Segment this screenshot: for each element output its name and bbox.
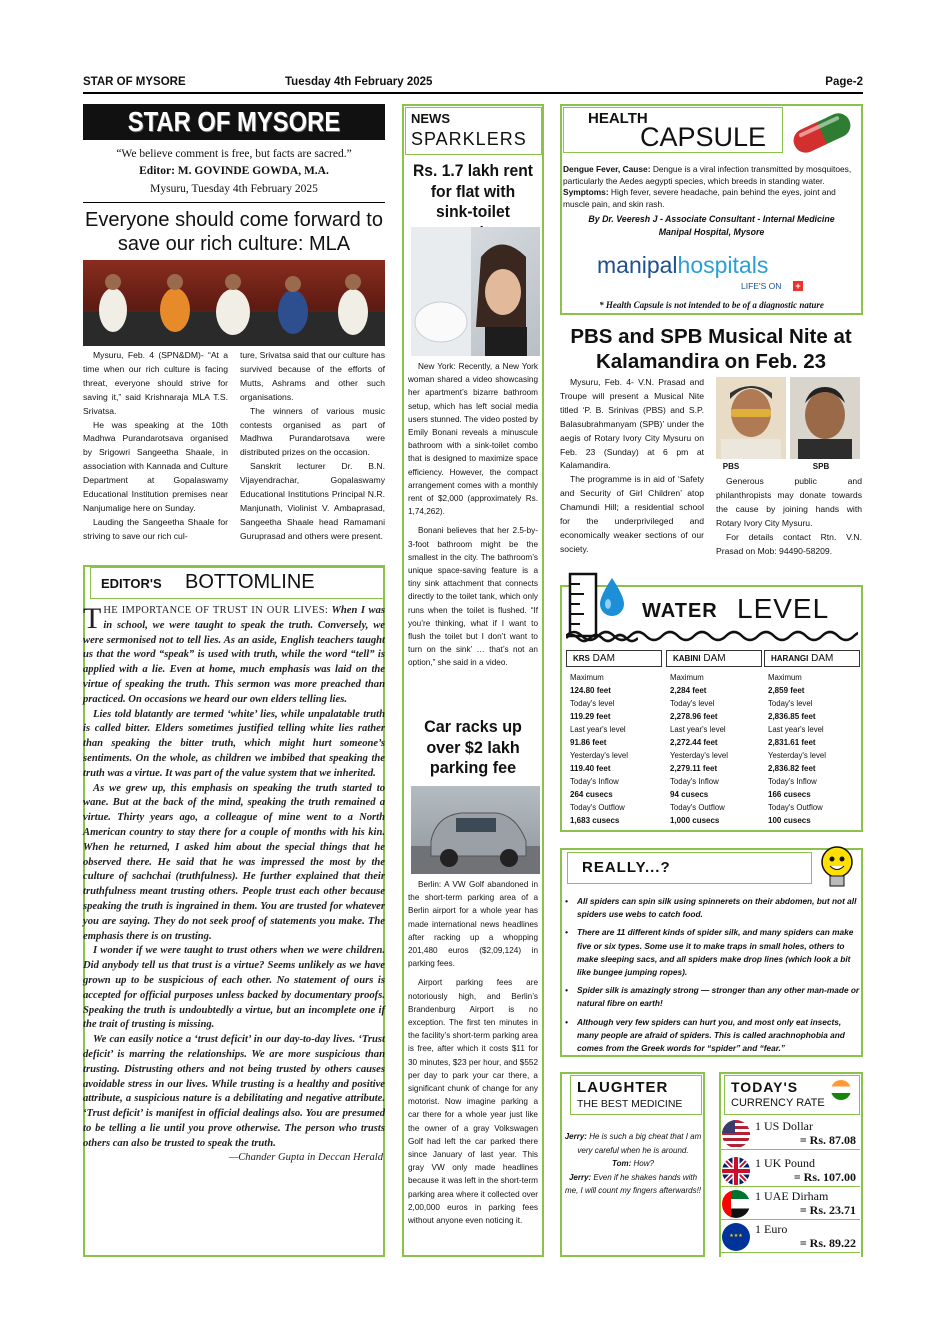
really-item: • All spiders can spin silk using spinnerets on their abdomen, but not all spiders use webs to catch food. bbox=[563, 895, 860, 921]
us-flag-icon bbox=[722, 1120, 750, 1148]
news-story-1 bbox=[408, 360, 538, 670]
news-paragraph: New York: Recently, a New York woman shared a video showcasing her apartment’s bizarre bathroom setup, which has left social media users stunned. The video posted by Emily Bonani reveals a minuscule bathroom with a sink-toilet combo that is designed to maximize space efficiency. However, the compact arrangement comes with a monthly rent of $2,000 (approximately Rs. 1,74,262). bbox=[408, 362, 538, 517]
currency-label bbox=[724, 1075, 860, 1115]
manipal-plus-icon: + bbox=[793, 281, 803, 291]
health-text bbox=[563, 164, 860, 210]
joke-speaker: Jerry: bbox=[564, 1132, 587, 1141]
water-label-bold: WATER bbox=[642, 600, 718, 622]
editorial-paragraph: Lies told blatantly are termed ‘white’ lies, while unpalatable truth is called bitter. Elders sometimes justified telling white lies rather than speaking the bitter truth, which might hurt someone’s sentiments. On the whole, as children we imbibed that speaking the truth was a virtue. It was part of the value system that we inherited. bbox=[83, 708, 385, 779]
pbs-photo bbox=[716, 377, 786, 459]
musical-paragraph: The programme is in aid of ‘Safety and Security of Girl Children’ atop Chamundi Hill; a residential school for the underprivileged and economically weaker sections of our society. bbox=[560, 474, 704, 554]
news-photo-2 bbox=[411, 786, 540, 874]
joke-line: How? bbox=[631, 1159, 654, 1168]
news-headline-2: Car racks up over $2 lakh parking fee bbox=[424, 717, 522, 777]
rate-name: 1 Euro bbox=[755, 1222, 788, 1236]
pbs-caption: PBS bbox=[722, 462, 740, 471]
editorial-label-light: BOTTOMLINE bbox=[185, 571, 315, 593]
manipal-logo-part1: manipal bbox=[597, 252, 678, 278]
health-disclaimer: * Health Capsule is not intended to be of a diagnostic nature bbox=[599, 300, 824, 310]
lead-paragraph: ture, Srivatsa said that our culture has survived because of the efforts of Mutts, Ashrams and other such organisations. bbox=[240, 350, 385, 402]
lead-photo bbox=[83, 260, 385, 346]
rate-row-aed bbox=[720, 1188, 860, 1220]
dam-krs bbox=[566, 650, 662, 827]
joke-line: He is such a big cheat that I am very careful when he is around. bbox=[577, 1132, 702, 1155]
masthead-dateline: Mysuru, Tuesday 4th February 2025 bbox=[150, 183, 318, 195]
dam-header: HARANGI DAM bbox=[764, 650, 860, 667]
editorial-paragraph: When I was in school, we were taught to speak the truth. Conversely, we were sermonised not to tell lies. As an aside, English teachers taught us that the word “speak” is used with truth, while the word “tell” is applied with a lie. Even at home, much emphasis was laid on the virtue of speaking the truth. This sermon was more preached than practiced. On occasions we heard our own elders telling lies. bbox=[83, 605, 386, 705]
lightbulb-icon bbox=[814, 842, 860, 892]
editorial-label-bold: EDITOR'S bbox=[101, 576, 162, 591]
dam-kabini bbox=[666, 650, 762, 827]
musical-paragraph: Mysuru, Feb. 4- V.N. Prasad and Troupe will present a Musical Nite titled ‘P. B. Srinivas (PBS) and S.P. Balasubrahmanyam (SPB)’ under the aegis of Rotary Ivory City Mysuru on Feb. 23 (Sunday) at 6 pm at Kalamandira. bbox=[560, 377, 704, 471]
water-label-light: LEVEL bbox=[737, 593, 830, 624]
health-label-light: CAPSULE bbox=[640, 122, 767, 152]
capsule-pill-icon bbox=[782, 107, 862, 159]
header-rule bbox=[83, 92, 863, 94]
lead-column-1 bbox=[83, 349, 228, 544]
manipal-logo-part2: hospitals bbox=[677, 252, 769, 278]
rate-name: 1 UK Pound bbox=[755, 1156, 816, 1170]
editorial-body bbox=[83, 604, 385, 1166]
lead-paragraph: The winners of various music contests organised as part of Madhwa Purandarotsava were distributed prizes on the occasion. bbox=[240, 405, 385, 458]
rate-name: 1 US Dollar bbox=[755, 1119, 813, 1133]
news-paragraph: Airport parking fees are notoriously high, and Berlin’s Brandenburg Airport is no exception. The first ten minutes in the facility’s short-term parking area is free, after which it costs $11 for 30 minutes, $23 per hour, and $552 per day to park your car there, a significant chunk of change for any motorist. Now imagine parking a car there for a whole year just like the owner of a gray Volkswagen Golf had left the car parked there since January of last year. This gray VW only made headlines because it was left in the short-term parking area where it collected over 2,00,000 euros in parking fees without anyone even noticing it. bbox=[408, 978, 538, 1226]
really-list bbox=[563, 895, 860, 1060]
dam-rows: Maximum 2,284 feet Today's level 2,278.96 feet Last year's level 2,272.44 feet Yesterday's level 2,279.11 feet Today's Inflow 94 cusecs Today's Outflow 1,000 cusecs bbox=[670, 673, 728, 825]
health-label bbox=[563, 107, 783, 153]
laughter-joke bbox=[563, 1130, 703, 1198]
really-label-text: REALLY...? bbox=[582, 859, 671, 876]
news-headline-1: Rs. 1.7 lakh rent for flat with sink-toilet bbox=[413, 161, 533, 221]
masthead-logo bbox=[83, 104, 385, 140]
rate-row-usd bbox=[720, 1118, 860, 1150]
dam-rows: Maximum 124.80 feet Today's level 119.29 feet Last year's level 91.86 feet Yesterday's level 119.40 feet Today's Inflow 264 cusecs Today's Outflow 1,683 cusecs bbox=[570, 673, 628, 825]
rate-value: = Rs. 87.08 bbox=[799, 1133, 856, 1147]
really-item: • Spider silk is amazingly strong — stronger than any other man-made or natural fibre on earth! bbox=[563, 984, 860, 1010]
editorial-lead-caps: HE IMPORTANCE OF TRUST IN OUR LIVES: bbox=[103, 605, 329, 616]
health-cause-text: Dengue is a viral infection transmitted by mosquitoes, particularly the Aedes aegypti species, which breeds in standing water. bbox=[563, 164, 852, 186]
news-paragraph: Berlin: A VW Golf abandoned in the short-term parking area of a Berlin airport for a whole year has made international news headlines after racking up a whopping 201,480 euros ($2,09,124) in parking fees. bbox=[408, 880, 538, 969]
health-symptoms-label: Symptoms: bbox=[563, 187, 609, 197]
dam-header: KRS DAM bbox=[566, 650, 662, 667]
lead-paragraph: He was speaking at the 10th Madhwa Purandarotsava organised by Srigowri Sangeetha Shaale, in association with Kannada and Culture Department at Gopalaswamy Educational Institution premises near Nanjumalige here on Sunday. bbox=[83, 419, 228, 513]
uk-flag-icon bbox=[722, 1157, 750, 1185]
really-item: • There are 11 different kinds of spider silk, and many spiders can make five or six types. Some use it to make traps in small holes, others to make sleeping sacs, and all spiders make drop lines (which look a bit like bungee jumping ropes). bbox=[563, 926, 860, 979]
eu-flag-icon: ★★★ bbox=[722, 1223, 750, 1251]
musical-paragraph: For details contact Rtn. V.N. Prasad on Mob: 94490-58209. bbox=[716, 531, 862, 556]
manipal-logo-tagline: LIFE'S ON bbox=[741, 281, 782, 291]
health-byline-2: Manipal Hospital, Mysore bbox=[658, 227, 765, 237]
lead-column-2 bbox=[240, 349, 385, 544]
news-label-bold: NEWS bbox=[411, 111, 450, 126]
really-label bbox=[567, 852, 812, 884]
editorial-paragraph: As we grew up, this emphasis on speaking the truth started to wane. But at the back of the mind, speaking the truth remained a virtue. Thirty years ago, a colleague of mine went to a North American country to stay there for a couple of months with his kin. When he returned, I asked him about the special things that he observed there. He said that he was impressed the most by the culture of sachchai (truthfulness). He further explained that their truthfulness meant trusting others. People trust each other because speaking the truth is ingrained in them. You are trusted for whatever you are saying. They do not seek proof of statements you make. The emphasis there is on trusting. bbox=[83, 782, 385, 942]
news-story-2 bbox=[408, 878, 538, 1227]
news-photo-1 bbox=[411, 227, 540, 356]
lead-headline: Everyone should come forward to save our rich culture: MLA bbox=[85, 209, 383, 255]
header-paper-name: STAR OF MYSORE bbox=[83, 76, 186, 88]
dam-rows: Maximum 2,859 feet Today's level 2,836.85 feet Last year's level 2,831.61 feet Yesterday's level 2,836.82 feet Today's Inflow 166 cusecs Today's Outflow 100 cusecs bbox=[768, 673, 826, 825]
health-cause-label: Dengue Fever, Cause: bbox=[563, 164, 651, 174]
water-wave-icon bbox=[566, 628, 858, 642]
health-symptoms-text: High fever, severe headache, pain behind the eyes, joint and muscle pain, and skin rash. bbox=[563, 187, 836, 209]
laughter-label-bold: LAUGHTER bbox=[577, 1079, 669, 1096]
manipal-logo bbox=[597, 252, 817, 292]
masthead-logo-text: STAR OF MYSORE bbox=[127, 106, 341, 137]
health-label-bold: HEALTH bbox=[588, 110, 648, 127]
musical-text-left bbox=[560, 376, 704, 557]
editorial-label bbox=[90, 567, 384, 599]
rate-value: = Rs. 107.00 bbox=[793, 1170, 856, 1184]
news-paragraph: Bonani believes that her 2.5-by-3-foot bathroom might be the smallest in the city. The bathroom’s unique space-saving feature is a tiny sink attachment that connects directly to the toilet tank, which only runs when the toilet is flushed. “If you’re thinking, what if I want to flush the toilet but I don’t want to turn on the sink’ … that’s not an option,” she said in a video. bbox=[408, 526, 538, 668]
lead-paragraph: Sanskrit lecturer Dr. B.N. Vijayendrachar, Gopalaswamy Educational Institutions Principal N.R. Manjunath, Violinist V. Ambaprasad, Sangeetha Shaale head Ramamani Guruprasad and others were present. bbox=[240, 461, 385, 541]
uae-flag-icon bbox=[722, 1190, 750, 1218]
currency-label-light: CURRENCY RATE bbox=[731, 1097, 825, 1109]
health-byline-1: By Dr. Veeresh J - Associate Consultant - Internal Medicine bbox=[588, 214, 835, 224]
spb-photo bbox=[790, 377, 860, 459]
musical-text-right bbox=[716, 475, 862, 558]
laughter-label-light: THE BEST MEDICINE bbox=[577, 1098, 683, 1110]
editorial-credit: —Chander Gupta in Deccan Herald bbox=[228, 1152, 383, 1164]
musical-paragraph: Generous public and philanthropists may donate towards the cause by joining hands with Rotary Ivory City Mysuru. bbox=[716, 476, 862, 528]
top-header bbox=[83, 76, 863, 92]
water-label bbox=[632, 593, 860, 627]
currency-label-bold: TODAY'S bbox=[731, 1079, 799, 1095]
lead-paragraph: Mysuru, Feb. 4 (SPN&DM)- “At a time when our rich culture is facing threat, everyone should strive for saving it,” said Krishnaraja MLA T.S. Srivatsa. bbox=[83, 350, 228, 416]
joke-speaker: Jerry: bbox=[568, 1172, 592, 1182]
header-page-number: Page-2 bbox=[825, 76, 863, 88]
header-date: Tuesday 4th February 2025 bbox=[285, 76, 433, 88]
editorial-dropcap: T bbox=[83, 602, 102, 635]
india-flag-icon bbox=[831, 1080, 851, 1100]
rate-value: = Rs. 23.71 bbox=[799, 1203, 856, 1217]
masthead-rule bbox=[83, 202, 385, 203]
rate-row-eur bbox=[720, 1221, 860, 1253]
masthead-motto: “We believe comment is free, but facts are sacred.” bbox=[116, 148, 352, 160]
musical-headline: PBS and SPB Musical Nite at Kalamandira on Feb. 23 bbox=[570, 325, 852, 373]
dam-harangi bbox=[764, 650, 860, 827]
rate-row-gbp bbox=[720, 1155, 860, 1187]
news-label-light: SPARKLERS bbox=[411, 129, 527, 149]
editorial-paragraph: We can easily notice a ‘trust deficit’ in our day-to-day lives. ‘Trust deficit’ is marring the relationships. We are more suspicious than trusting. Distrusting others and not being trusted by others causes avoidable stress in our lives. While trusting is a healthy and positive attribute, a suspicious nature is a debilitating and negative attribute. ‘Trust deficit’ is manifest in official dealings also. You are presumed to be telling a lie until you prove otherwise. The person who trusts others can also be trusted to speak the truth. bbox=[83, 1034, 385, 1149]
joke-speaker: Tom: bbox=[612, 1159, 632, 1168]
rate-name: 1 UAE Dirham bbox=[755, 1189, 829, 1203]
dam-header: KABINI DAM bbox=[666, 650, 762, 667]
rate-value: = Rs. 89.22 bbox=[799, 1236, 856, 1250]
editorial-paragraph: I wonder if we were taught to trust others when we were children. Did anybody tell us that trust is a virtue? Seems unlikely as we have grown up to be suspicious of each other. No statement of ours is accepted for official purposes unless backed by documentary proofs. Speaking the truth is undoubtedly a virtue, but an incomplete one if the trait of trusting is missing. bbox=[83, 945, 385, 1031]
joke-line: Even if he shakes hands with me, I will count my fingers afterwards!! bbox=[564, 1172, 702, 1195]
lead-paragraph: Lauding the Sangeetha Shaale for striving to save our rich cul- bbox=[83, 516, 228, 541]
news-label bbox=[405, 107, 542, 155]
really-item: • Although very few spiders can hurt you, and most only eat insects, many people are afraid of spiders. This is called arachnophobia and comes from the Greek words for “spider” and “fear.” bbox=[563, 1016, 860, 1056]
masthead-editor: Editor: M. GOVINDE GOWDA, M.A. bbox=[139, 165, 329, 177]
spb-caption: SPB bbox=[812, 462, 830, 471]
laughter-label bbox=[570, 1075, 702, 1115]
